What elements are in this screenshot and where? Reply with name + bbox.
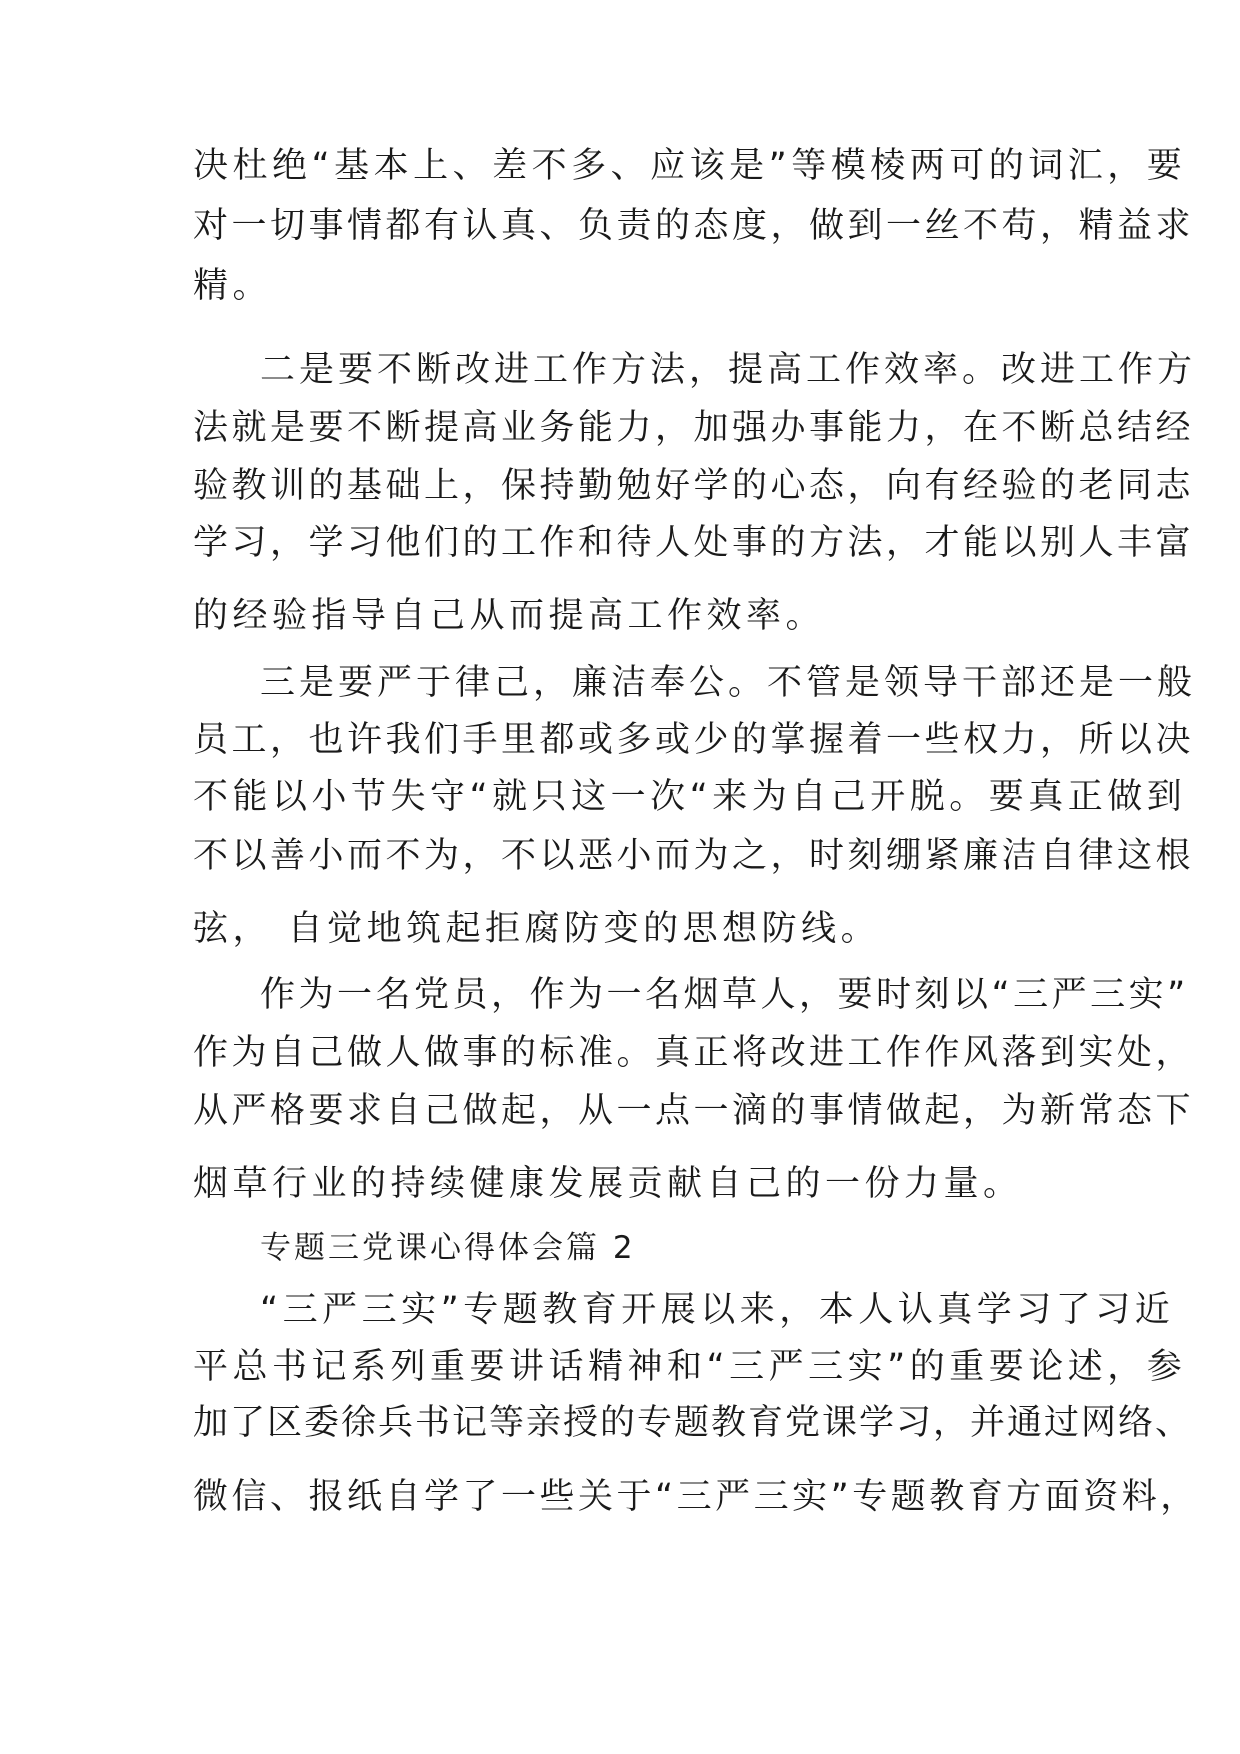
text-line: 弦， 自觉地筑起拒腐防变的思想防线。	[193, 909, 881, 949]
text-line: 二是要不断改进工作方法，提高工作效率。改进工作方	[260, 350, 1197, 390]
text-line: 微信、报纸自学了一些关于“三严三实”专题教育方面资料，	[193, 1477, 1199, 1517]
text-line: 平总书记系列重要讲话精神和“三严三实”的重要论述，参	[193, 1347, 1187, 1387]
text-line: 作为一名党员，作为一名烟草人，要时刻以“三严三实”	[260, 975, 1189, 1015]
text-line: 员工，也许我们手里都或多或少的掌握着一些权力，所以决	[193, 720, 1195, 760]
text-line: 法就是要不断提高业务能力，加强办事能力，在不断总结经	[193, 408, 1195, 448]
text-line: “三严三实”专题教育开展以来，本人认真学习了习近	[260, 1290, 1175, 1330]
text-line: 从严格要求自己做起，从一点一滴的事情做起，为新常态下	[193, 1091, 1195, 1131]
text-line: 三是要严于律己，廉洁奉公。不管是领导干部还是一般	[260, 663, 1197, 703]
text-line: 不以善小而不为，不以恶小而为之，时刻绷紧廉洁自律这根	[193, 836, 1195, 876]
section-heading: 专题三党课心得体会篇 2	[260, 1230, 636, 1266]
text-line: 不能以小节失守“就只这一次“来为自己开脱。要真正做到	[193, 777, 1187, 817]
text-line: 决杜绝“基本上、差不多、应该是”等模棱两可的词汇，要	[193, 146, 1187, 186]
text-line: 学习，学习他们的工作和待人处事的方法，才能以别人丰富	[193, 523, 1195, 563]
text-line: 烟草行业的持续健康发展贡献自己的一份力量。	[193, 1164, 1023, 1204]
text-line: 作为自己做人做事的标准。真正将改进工作作风落到实处，	[193, 1033, 1195, 1073]
text-line: 验教训的基础上，保持勤勉好学的心态，向有经验的老同志	[193, 466, 1195, 506]
text-line: 的经验指导自己从而提高工作效率。	[193, 596, 826, 636]
text-line: 加了区委徐兵书记等亲授的专题教育党课学习，并通过网络、	[193, 1403, 1193, 1443]
text-line: 精。	[193, 266, 273, 306]
text-line: 对一切事情都有认真、负责的态度，做到一丝不苟，精益求	[193, 206, 1195, 246]
